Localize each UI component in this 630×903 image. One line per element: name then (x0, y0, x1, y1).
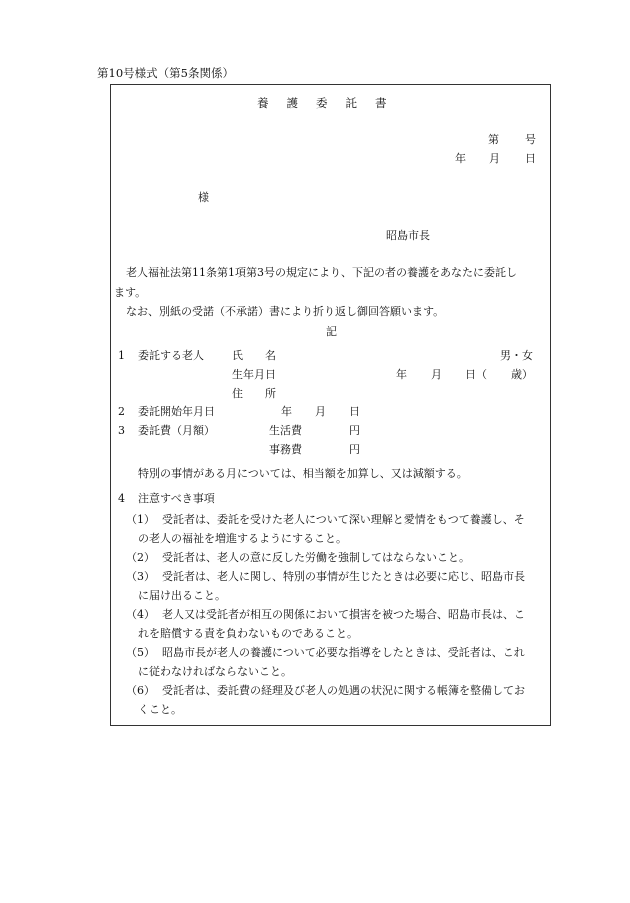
item1-address-label: 住 所 (232, 387, 276, 400)
number-dai: 第 (488, 133, 499, 146)
item3-office-label: 事務費 (269, 443, 302, 456)
item1-name-label: 氏 名 (232, 349, 276, 362)
note3-line1: 受託者は、老人に関し、特別の事情が生じたときは必要に応じ、昭島市長 (162, 570, 525, 583)
item3-label: 委託費（月額） (138, 424, 215, 437)
date-year: 年 (455, 152, 466, 165)
item1-label: 委託する老人 (138, 349, 204, 362)
item1-age: 歳） (511, 368, 533, 381)
note2-line1: 受託者は、老人の意に反した労働を強制してはならないこと。 (162, 551, 470, 564)
note3-number: （3） (126, 570, 155, 583)
item3-number: 3 (118, 424, 125, 437)
note1-number: （1） (126, 513, 155, 526)
note1-line1: 受託者は、委託を受けた老人について深い理解と愛情をもつて養護し、そ (162, 513, 525, 526)
item3-living-label: 生活費 (269, 424, 302, 437)
item2-year: 年 (281, 405, 292, 418)
note1-line2: の老人の福祉を増進するようにすること。 (138, 532, 347, 545)
note6-line2: くこと。 (138, 703, 182, 716)
addressee-suffix: 様 (198, 191, 209, 204)
item2-label: 委託開始年月日 (138, 405, 215, 418)
item4-number: 4 (118, 492, 125, 505)
note2-number: （2） (126, 551, 155, 564)
item3-office-unit: 円 (349, 443, 360, 456)
note4-line1: 老人又は受託者が相互の関係において損害を被つた場合、昭島市長は、こ (162, 608, 525, 621)
note5-number: （5） (126, 646, 155, 659)
item2-number: 2 (118, 405, 125, 418)
sender-title: 昭島市長 (386, 229, 430, 242)
body-line-1: 老人福祉法第11条第1項第3号の規定により、下記の者の養護をあなたに委託し (126, 266, 517, 279)
note4-line2: れを賠償する責を負わないものであること。 (138, 627, 358, 640)
note6-number: （6） (126, 684, 155, 697)
note6-line1: 受託者は、委託費の経理及び老人の処遇の状況に関する帳簿を整備してお (162, 684, 525, 697)
item4-label: 注意すべき事項 (138, 492, 215, 505)
item2-day: 日 (349, 405, 360, 418)
body-line-3: なお、別紙の受諾（不承諾）書により折り返し御回答願います。 (126, 305, 445, 318)
item1-birth-day: 日（ (465, 368, 487, 381)
item1-birth-year: 年 (396, 368, 407, 381)
note5-line1: 昭島市長が老人の養護について必要な指導をしたときは、受託者は、これ (162, 646, 525, 659)
item3-living-unit: 円 (349, 424, 360, 437)
body-line-2: ます。 (114, 286, 147, 299)
item2-month: 月 (315, 405, 326, 418)
ki-heading: 記 (326, 325, 337, 338)
note4-number: （4） (126, 608, 155, 621)
note3-line2: に届け出ること。 (138, 589, 226, 602)
item1-number: 1 (118, 349, 125, 362)
item1-gender: 男・女 (500, 349, 533, 362)
form-number-label: 第10号様式（第5条関係） (97, 66, 234, 80)
date-month: 月 (489, 152, 500, 165)
document-title: 養護委託書 (257, 96, 405, 110)
item1-birth-month: 月 (431, 368, 442, 381)
special-circumstance-note: 特別の事情がある月については、相当額を加算し、又は減額する。 (138, 467, 468, 480)
item1-birth-label: 生年月日 (232, 368, 276, 381)
note5-line2: に従わなければならないこと。 (138, 665, 292, 678)
date-day: 日 (525, 152, 536, 165)
number-go: 号 (525, 133, 536, 146)
